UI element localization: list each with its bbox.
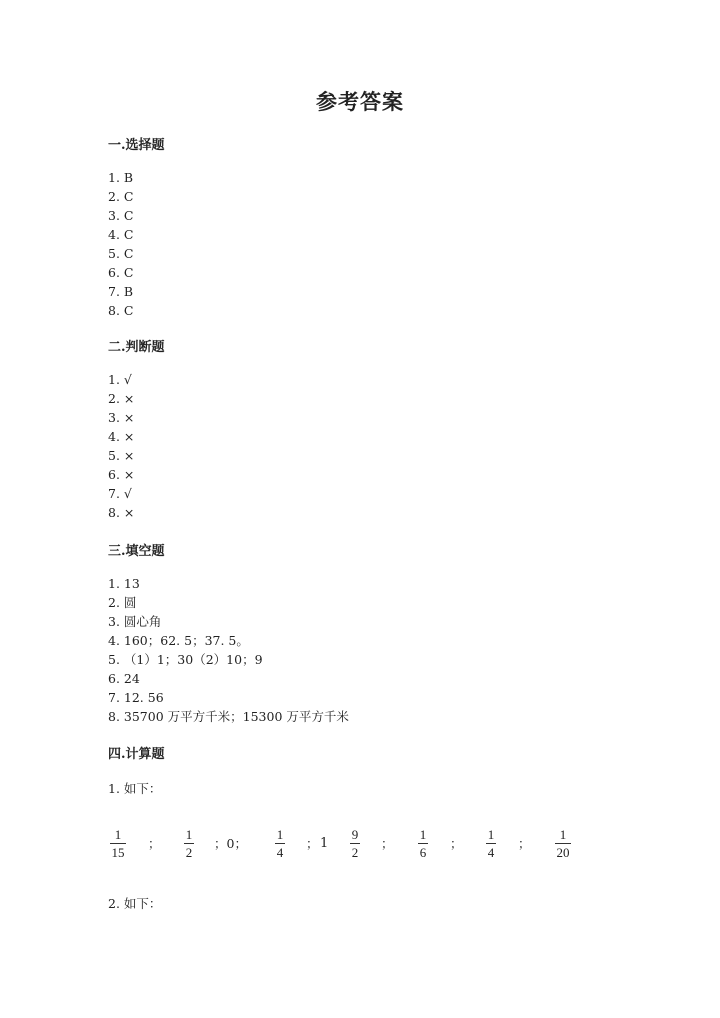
list-item: 3. 圆心角 — [108, 614, 162, 629]
section-heading-choice: 一.选择题 — [108, 138, 165, 153]
list-item: 8. C — [108, 303, 134, 318]
fraction-numerator: 1 — [185, 827, 193, 842]
list-item: 6. × — [108, 467, 135, 482]
fraction-denominator: 20 — [556, 845, 570, 860]
calc-question-1-label: 1. 如下： — [108, 781, 162, 796]
separator: ； — [381, 836, 394, 851]
fraction-numerator: 1 — [114, 827, 122, 842]
choice-answer-list — [108, 168, 133, 320]
fraction-denominator: 4 — [487, 845, 495, 860]
list-item: 5. × — [108, 448, 135, 463]
fraction-bar — [418, 843, 428, 844]
fraction-bar — [184, 843, 194, 844]
list-item: 2. C — [108, 189, 134, 204]
list-item: 7. 12. 56 — [108, 690, 164, 705]
calc-question-2-label: 2. 如下： — [108, 896, 162, 911]
fraction-denominator: 6 — [419, 845, 427, 860]
fraction-bar — [275, 843, 285, 844]
list-item: 7. √ — [108, 486, 132, 501]
fraction-denominator: 4 — [276, 845, 284, 860]
section-heading-calc: 四.计算题 — [108, 747, 165, 762]
fraction — [110, 827, 126, 860]
fraction-numerator: 1 — [419, 827, 427, 842]
list-item: 6. 24 — [108, 671, 140, 686]
fraction-numerator: 1 — [276, 827, 284, 842]
section-heading-fill: 三.填空题 — [108, 544, 165, 559]
mixed-number-whole: 1 — [320, 836, 329, 851]
list-item: 1. √ — [108, 372, 132, 387]
fraction-numerator: 1 — [487, 827, 495, 842]
fraction — [275, 827, 285, 860]
separator: ； — [306, 836, 319, 851]
list-item: 5. （1）1；30（2）10；9 — [108, 652, 263, 667]
fraction-denominator: 15 — [111, 845, 125, 860]
fraction — [184, 827, 194, 860]
list-item: 8. 35700 万平方千米；15300 万平方千米 — [108, 709, 349, 724]
fill-answer-list — [108, 574, 349, 726]
list-item: 4. C — [108, 227, 134, 242]
page-title: 参考答案 — [316, 89, 404, 114]
list-item: 4. 160；62. 5；37. 5。 — [108, 633, 249, 648]
section-heading-judge: 二.判断题 — [108, 340, 165, 355]
separator: ； — [148, 836, 161, 851]
judge-answer-list — [108, 370, 134, 522]
fraction — [486, 827, 496, 860]
list-item: 7. B — [108, 284, 134, 299]
separator: ； — [518, 836, 531, 851]
fraction-numerator: 9 — [351, 827, 359, 842]
separator: ；0； — [214, 836, 247, 851]
fraction-bar — [350, 843, 360, 844]
fraction — [418, 827, 428, 860]
list-item: 2. × — [108, 391, 135, 406]
fraction — [555, 827, 571, 860]
list-item: 3. × — [108, 410, 135, 425]
list-item: 5. C — [108, 246, 134, 261]
fraction-bar — [555, 843, 571, 844]
separator: ； — [450, 836, 463, 851]
fraction-numerator: 1 — [559, 827, 567, 842]
list-item: 8. × — [108, 505, 135, 520]
list-item: 4. × — [108, 429, 135, 444]
list-item: 6. C — [108, 265, 134, 280]
list-item: 3. C — [108, 208, 134, 223]
list-item: 2. 圆 — [108, 595, 137, 610]
list-item: 1. B — [108, 170, 134, 185]
fraction-denominator: 2 — [351, 845, 359, 860]
fraction — [350, 827, 360, 860]
list-item: 1. 13 — [108, 576, 140, 591]
fraction-bar — [110, 843, 126, 844]
fraction-bar — [486, 843, 496, 844]
fraction-denominator: 2 — [185, 845, 193, 860]
